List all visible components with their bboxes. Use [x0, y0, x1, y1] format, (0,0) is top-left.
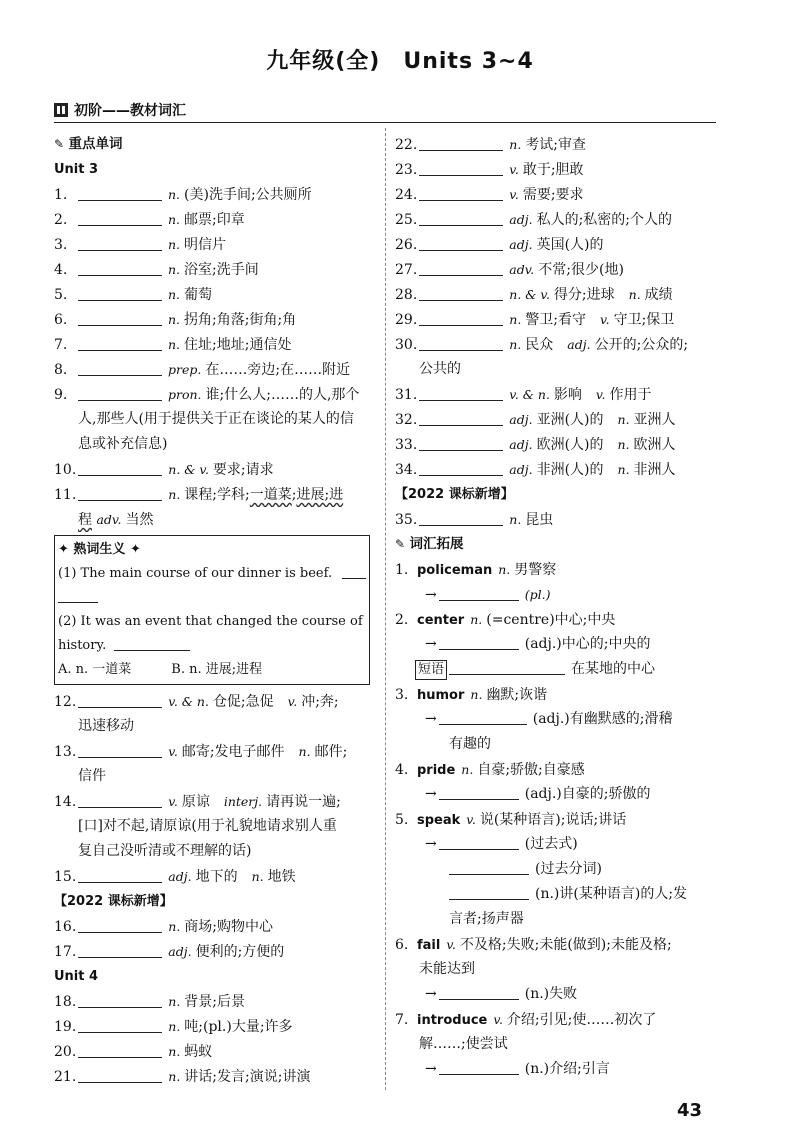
list-item: 31. v. & n. 影响 v. 作用于 [395, 382, 720, 407]
answer-blank[interactable] [439, 708, 527, 725]
answer-blank[interactable] [419, 234, 503, 251]
answer-blank[interactable] [449, 858, 529, 875]
list-item: 30. n. 民众 adj. 公开的;公众的; [395, 332, 720, 357]
unit-4-heading: Unit 4 [54, 969, 99, 984]
answer-blank[interactable] [419, 459, 503, 476]
pencil-icon: ✎ [54, 137, 65, 151]
answer-blank[interactable] [439, 983, 519, 1000]
list-item: 6. n. 拐角;角落;街角;角 [54, 307, 372, 332]
answer-blank[interactable] [439, 783, 519, 800]
answer-blank[interactable] [78, 916, 162, 933]
list-item: 21. n. 讲话;发言;演说;讲演 [54, 1064, 372, 1089]
answer-blank[interactable] [419, 309, 503, 326]
answer-blank[interactable] [439, 833, 519, 850]
list-item: 33. adj. 欧洲(人)的 n. 欧洲人 [395, 432, 720, 457]
answer-blank[interactable] [78, 484, 162, 501]
answer-blank[interactable] [419, 434, 503, 451]
answer-blank[interactable] [78, 741, 162, 758]
answer-blank[interactable] [342, 562, 366, 579]
answer-blank[interactable] [78, 284, 162, 301]
answer-blank[interactable] [419, 159, 503, 176]
list-item: 11. n. 课程;学科;一道菜;进展;进 [54, 482, 372, 507]
answer-blank[interactable] [114, 634, 190, 651]
answer-blank[interactable] [78, 384, 162, 401]
answer-blank[interactable] [419, 284, 503, 301]
answer-blank[interactable] [78, 1041, 162, 1058]
list-item: 3. n. 明信片 [54, 232, 372, 257]
expansion-item: 1. policeman n. 男警察 [395, 562, 557, 578]
answer-blank[interactable] [78, 1016, 162, 1033]
answer-blank[interactable] [78, 459, 162, 476]
answer-blank[interactable] [449, 883, 529, 900]
list-item: 34. adj. 非洲(人)的 n. 非洲人 [395, 457, 720, 482]
list-item: 24. v. 需要;要求 [395, 182, 720, 207]
answer-blank[interactable] [78, 334, 162, 351]
page-number: 43 [676, 1100, 702, 1121]
answer-blank[interactable] [419, 259, 503, 276]
answer-blank[interactable] [439, 633, 519, 650]
answer-blank[interactable] [78, 1066, 162, 1083]
list-item: 16. n. 商场;购物中心 [54, 914, 372, 939]
list-item: 35. n. 昆虫 [395, 507, 720, 532]
answer-blank[interactable] [419, 209, 503, 226]
list-item: 29. n. 警卫;看守 v. 守卫;保卫 [395, 307, 720, 332]
list-item: 5. n. 葡萄 [54, 282, 372, 307]
answer-blank[interactable] [449, 658, 565, 675]
answer-blank[interactable] [78, 991, 162, 1008]
list-item: 13. v. 邮寄;发电子邮件 n. 邮件; [54, 739, 372, 764]
list-item: 26. adj. 英国(人)的 [395, 232, 720, 257]
list-item: 8. prep. 在……旁边;在……附近 [54, 357, 372, 382]
subsection-key-words: ✎ 重点单词 [54, 132, 372, 157]
list-item: 7. n. 住址;地址;通信处 [54, 332, 372, 357]
list-item: 28. n. & v. 得分;进球 n. 成绩 [395, 282, 720, 307]
list-item: 17. adj. 便利的;方便的 [54, 939, 372, 964]
left-column: ✎ 重点单词 Unit 3 1. n. (美)洗手间;公共厕所 2. n. 邮票;印章 3. n. 明信片 4. n. 浴室;洗手间 5. n. 葡萄 6. n. 拐角;角落;街角;角 7. n. 住址;地址;通信处 8. prep. 在……旁边;在……附近 9. pron. 谁;什么人;……的人,那个 人,那些人(用于提供关于正在谈论的某人的信 息或补充信息) 10. n. & v. 要求;请求 11. n. 课程;学科;一道菜;进展;进 程 adv. 当然 ✦ 熟词生义 ✦ (1) The main course of our dinner is beef. (2) It was an event that changed the course of history. A. n. 一道菜 B. n. 进展;进程 12. v. & n. 仓促;急促 v. 冲;奔; 迅速移动 13. v. 邮寄;发电子邮件 n. 邮件; 信件 14. v. 原谅 interj. 请再说一遍; [口]对不起,请原谅(用于礼貌地请求别人重 复自己没听清或不理解的话) 15. adj. 地下的 n. 地铁 【2022 课标新增】 16. n. 商场;购物中心 17. adj. 便利的;方便的 Unit 4 18. n. 背景;后景 19. n. 吨;(pl.)大量;许多 20. n. 蚂蚁 21. n. 讲话;发言;演说;讲演 [54, 132, 372, 1089]
answer-blank[interactable] [419, 184, 503, 201]
list-item: 19. n. 吨;(pl.)大量;许多 [54, 1014, 372, 1039]
answer-blank[interactable] [419, 134, 503, 151]
page-title: 九年级(全) Units 3~4 [266, 49, 534, 74]
answer-blank[interactable] [419, 409, 503, 426]
list-item: 4. n. 浴室;洗手间 [54, 257, 372, 282]
answer-blank[interactable] [78, 941, 162, 958]
list-item: 9. pron. 谁;什么人;……的人,那个 [54, 382, 372, 407]
list-item: 25. adj. 私人的;私密的;个人的 [395, 207, 720, 232]
answer-blank[interactable] [78, 359, 162, 376]
new-words-tag: 【2022 课标新增】 [54, 894, 173, 909]
answer-blank[interactable] [419, 384, 503, 401]
subsection-word-expansion: ✎ 词汇拓展 [395, 532, 720, 557]
list-item: 15. adj. 地下的 n. 地铁 [54, 864, 372, 889]
expansion-item: 3. humor n. 幽默;诙谐 [395, 687, 548, 703]
list-item: 32. adj. 亚洲(人)的 n. 亚洲人 [395, 407, 720, 432]
section-header [54, 100, 716, 123]
answer-blank[interactable] [78, 691, 162, 708]
list-item: 20. n. 蚂蚁 [54, 1039, 372, 1064]
list-item: 23. v. 敢于;胆敢 [395, 157, 720, 182]
answer-blank[interactable] [78, 234, 162, 251]
answer-blank[interactable] [78, 866, 162, 883]
list-item: 2. n. 邮票;印章 [54, 207, 372, 232]
answer-blank[interactable] [439, 584, 519, 601]
list-item: 27. adv. 不常;很少(地) [395, 257, 720, 282]
answer-blank[interactable] [78, 184, 162, 201]
pencil-icon: ✎ [395, 537, 406, 551]
expansion-item: 2. center n. (=centre)中心;中央 [395, 612, 616, 628]
phrase-tag: 短语 [415, 660, 447, 680]
expansion-item: 7. introduce v. 介绍;引见;使……初次了 [395, 1012, 657, 1028]
answer-blank[interactable] [78, 309, 162, 326]
answer-blank[interactable] [78, 791, 162, 808]
list-item: 22. n. 考试;审查 [395, 132, 720, 157]
list-item: 14. v. 原谅 interj. 请再说一遍; [54, 789, 372, 814]
expansion-item: 6. fail v. 不及格;失败;未能(做到);未能及格; [395, 937, 672, 953]
list-item: 12. v. & n. 仓促;急促 v. 冲;奔; [54, 689, 372, 714]
familiar-word-new-meaning-box: ✦ 熟词生义 ✦ (1) The main course of our dinner is beef. (2) It was an event that changed the course of history. A. n. 一道菜 B. n. 进展;进程 [54, 535, 370, 685]
expansion-item: 4. pride n. 自豪;骄傲;自豪感 [395, 762, 585, 778]
expansion-item: 5. speak v. 说(某种语言);说话;讲话 [395, 812, 627, 828]
unit-3-heading: Unit 3 [54, 162, 99, 177]
book-icon [54, 103, 68, 117]
answer-blank[interactable] [58, 586, 98, 603]
right-column: 22. n. 考试;审查 23. v. 敢于;胆敢 24. v. 需要;要求 25. adj. 私人的;私密的;个人的 26. adj. 英国(人)的 27. adv. 不常;很少(地) 28. n. & v. 得分;进球 n. 成绩 29. n. 警卫;看守 v. 守卫;保卫 30. n. 民众 adj. 公开的;公众的; 公共的 31. v. & n. 影响 v. 作用于 32. adj. 亚洲(人)的 n. 亚洲人 33. adj. 欧洲(人)的 n. 欧洲人 34. adj. 非洲(人)的 n. 非洲人 【2022 课标新增】 35. n. 昆虫 ✎ 词汇拓展 1. policeman n. 男警察 → (pl.) 2. center n. (=centre)中心;中央 → (adj.)中心的;中央的 短语 在某地的中心 3. humor n. 幽默;诙谐 → (adj.)有幽默感的;滑稽 有趣的 4. pride n. 自豪;骄傲;自豪感 → (adj.)自豪的;骄傲的 5. speak v. 说(某种语言);说话;讲话 → (过去式) (过去分词) (n.)讲(某种语言)的人;发 言者;扬声器 6. fail v. 不及格;失败;未能(做到);未能及格; 未能达到 → (n.)失败 7. introduce v. 介绍;引见;使……初次了 解……;使尝试 → (n.)介绍;引言 [395, 132, 720, 1082]
answer-blank[interactable] [78, 209, 162, 226]
section-title: 初阶——教材词汇 [74, 103, 186, 119]
answer-blank[interactable] [419, 509, 503, 526]
answer-blank[interactable] [78, 259, 162, 276]
answer-blank[interactable] [419, 334, 503, 351]
new-words-tag: 【2022 课标新增】 [395, 487, 514, 502]
list-item: 1. n. (美)洗手间;公共厕所 [54, 182, 372, 207]
answer-blank[interactable] [439, 1058, 519, 1075]
list-item: 10. n. & v. 要求;请求 [54, 457, 372, 482]
column-divider [385, 128, 386, 1090]
list-item: 18. n. 背景;后景 [54, 989, 372, 1014]
